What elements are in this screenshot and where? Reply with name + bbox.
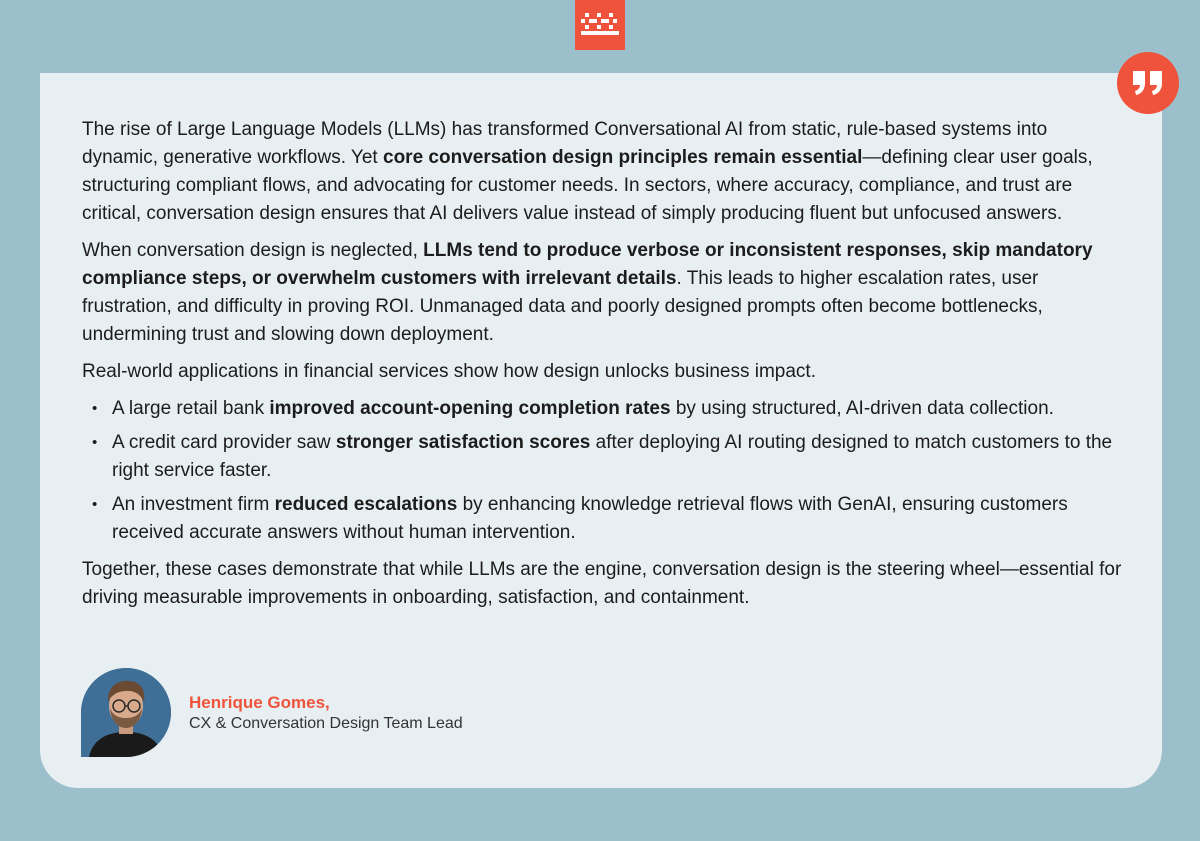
list-item: • A credit card provider saw stronger satisfaction scores after deploying AI routing designed to match customers to the right service faster. [82,429,1122,485]
quote-body [82,116,1122,621]
brand-logo-icon [575,0,625,50]
author-role: CX & Conversation Design Team Lead [189,715,463,732]
list-item: • A large retail bank improved account-opening completion rates by using structured, AI-driven data collection. [82,395,1122,423]
author-name: Henrique Gomes, [189,693,330,712]
paragraph-conclusion: Together, these cases demonstrate that while LLMs are the engine, conversation design is the steering wheel—essential for driving measurable improvements in onboarding, satisfaction, and containment. [82,559,1122,608]
examples-list [82,395,1122,547]
quote-icon [1117,52,1179,114]
list-item: • An investment firm reduced escalations by enhancing knowledge retrieval flows with GenAI, ensuring customers received accurate answers without human intervention. [82,491,1122,547]
paragraph-neglect: When conversation design is neglected, LLMs tend to produce verbose or inconsistent responses, skip mandatory compliance steps, or overwhelm customers with irrelevant details. This leads to higher escalation rates, user frustration, and difficulty in proving ROI. Unmanaged data and poorly designed prompts often become bottlenecks, undermining trust and slowing down deployment. [82,240,1093,345]
paragraph-applications: Real-world applications in financial services show how design unlocks business impact. [82,361,816,382]
paragraph-intro: The rise of Large Language Models (LLMs) has transformed Conversational AI from static, rule-based systems into dynamic, generative workflows. Yet core conversation design principles remain essential—defining clear user goals, structuring compliant flows, and advocating for customer needs. In sectors, where accuracy, compliance, and trust are critical, conversation design ensures that AI delivers value instead of simply producing fluent but unfocused answers. [82,119,1093,224]
avatar [81,668,171,757]
